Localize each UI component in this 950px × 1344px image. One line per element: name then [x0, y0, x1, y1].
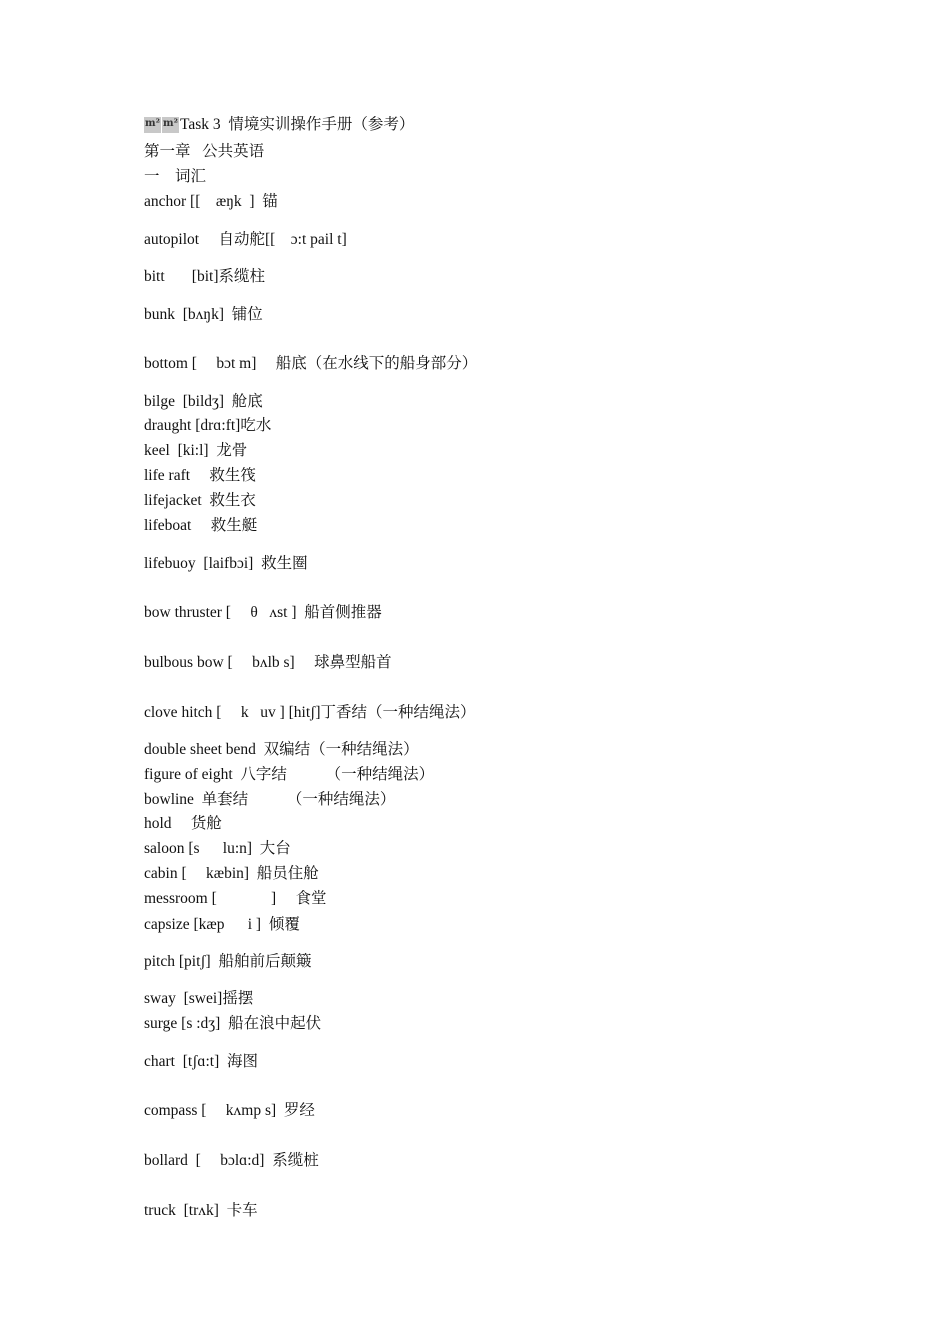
vocab-entry-pitch: pitch [pitʃ] 船舶前后颠簸 — [144, 953, 312, 970]
vocab-entry-saloon: saloon [s lu:n] 大台 — [144, 840, 291, 857]
vocab-entry-surge: surge [s :dʒ] 船在浪中起伏 — [144, 1015, 322, 1032]
unit-badge-2: m² — [162, 117, 179, 133]
document-title-line — [144, 115, 414, 135]
vocab-entry-bow-thruster: bow thruster [ θ ʌst ] 船首侧推器 — [144, 604, 382, 621]
vocab-entry-autopilot: autopilot 自动舵[[ ɔ:t pail t] — [144, 231, 347, 248]
unit-badge-1: m² — [144, 117, 161, 133]
vocab-entry-capsize: capsize [kæp i ] 倾覆 — [144, 916, 300, 933]
vocab-entry-draught: draught [drɑ:ft]吃水 — [144, 417, 272, 434]
document-title: Task 3 情境实训操作手册（参考） — [180, 116, 415, 133]
vocab-entry-bitt: bitt [bit]系缆柱 — [144, 268, 265, 285]
chapter-heading: 第一章 公共英语 — [144, 143, 265, 160]
vocab-entry-lifeboat: lifeboat 救生艇 — [144, 517, 258, 534]
vocab-entry-cabin: cabin [ kæbin] 船员住舱 — [144, 865, 319, 882]
vocab-entry-messroom: messroom [ ] 食堂 — [144, 890, 327, 907]
vocab-entry-truck: truck [trʌk] 卡车 — [144, 1202, 258, 1219]
vocab-entry-bollard: bollard [ bɔlɑ:d] 系缆桩 — [144, 1152, 319, 1169]
vocab-entry-bowline: bowline 单套结 （一种结绳法） — [144, 791, 396, 808]
vocab-entry-bottom: bottom [ bɔt m] 船底（在水线下的船身部分） — [144, 355, 478, 372]
vocab-entry-bunk: bunk [bʌŋk] 铺位 — [144, 306, 263, 323]
vocab-entry-bulbous-bow: bulbous bow [ bʌlb s] 球鼻型船首 — [144, 654, 392, 671]
vocab-entry-bilge: bilge [bildʒ] 舱底 — [144, 393, 263, 410]
vocab-entry-hold: hold 货舱 — [144, 815, 222, 832]
vocab-entry-clove-hitch: clove hitch [ k uv ] [hitʃ]丁香结（一种结绳法） — [144, 704, 476, 721]
vocab-entry-sway: sway [swei]摇摆 — [144, 990, 254, 1007]
vocab-entry-life-raft: life raft 救生筏 — [144, 467, 256, 484]
vocab-entry-compass: compass [ kʌmp s] 罗经 — [144, 1102, 315, 1119]
vocab-entry-figure-of-eight: figure of eight 八字结 （一种结绳法） — [144, 766, 435, 783]
vocab-entry-keel: keel [ki:l] 龙骨 — [144, 442, 248, 459]
section-heading: 一 词汇 — [144, 168, 207, 185]
vocab-entry-anchor: anchor [[ æŋk ] 锚 — [144, 193, 278, 210]
vocab-entry-chart: chart [tʃɑ:t] 海图 — [144, 1053, 258, 1070]
vocab-entry-lifebuoy: lifebuoy [laifbɔi] 救生圈 — [144, 555, 308, 572]
vocab-entry-lifejacket: lifejacket 救生衣 — [144, 492, 256, 509]
vocab-entry-double-sheet-bend: double sheet bend 双编结（一种结绳法） — [144, 741, 419, 758]
